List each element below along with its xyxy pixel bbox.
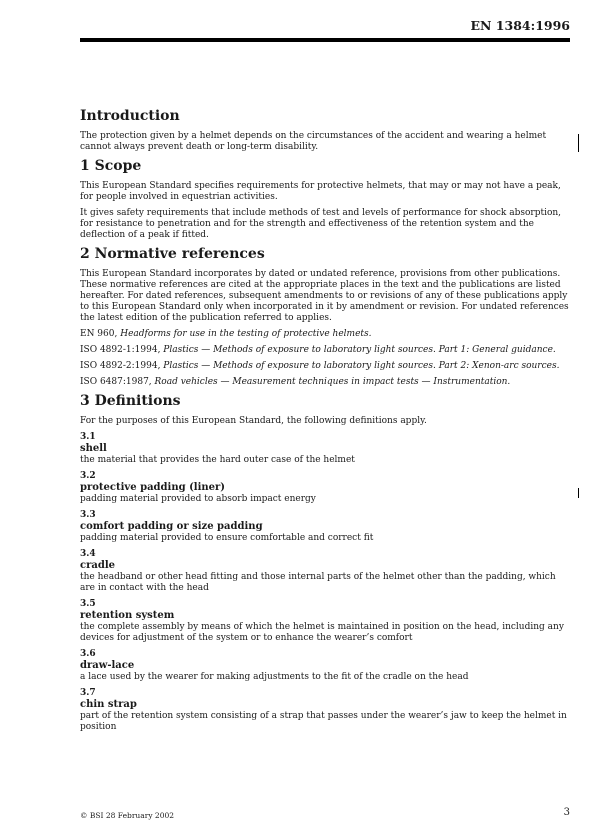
reference-item	[80, 377, 570, 388]
reference-title: Plastics — Methods of exposure to laboratory light sources. Part 1: General guidance.	[163, 345, 556, 355]
definition-text: padding material provided to absorb impact energy	[80, 494, 316, 504]
definition-number: 3.3	[80, 510, 96, 520]
definition-item	[80, 688, 570, 733]
reference-item	[80, 329, 570, 340]
definition-number: 3.7	[80, 688, 96, 698]
definition-item	[80, 471, 570, 505]
definition-text: the headband or other head fitting and those internal parts of the helmet other than the padding, which are in contact with the head	[80, 572, 556, 593]
reference-title: Headforms for use in the testing of protective helmets.	[120, 329, 372, 339]
definitions-intro: For the purposes of this European Standard, the following definitions apply.	[80, 416, 427, 426]
section-title-definitions: 3 Definitions	[80, 393, 181, 409]
change-bar	[578, 488, 579, 498]
introduction-text: The protection given by a helmet depends on the circumstances of the accident and wearing a helmet cannot always prevent death or long-term disability.	[80, 131, 547, 152]
definition-text: the complete assembly by means of which the helmet is maintained in position on the head, including any devices for adjustment of the system or to enhance the wearer’s comfort	[80, 622, 564, 643]
section-title-introduction: Introduction	[80, 108, 180, 124]
page-number: 3	[563, 807, 570, 818]
definition-text: padding material provided to ensure comfortable and correct fit	[80, 533, 374, 543]
definition-item	[80, 599, 570, 644]
definition-text: the material that provides the hard outer case of the helmet	[80, 455, 355, 465]
reference-code: ISO 4892-1:1994,	[80, 345, 164, 355]
change-bar	[578, 134, 579, 152]
page-content	[80, 108, 570, 738]
scope-paragraph: This European Standard specifies requirements for protective helmets, that may or may not have a peak, for people involved in equestrian activities.	[80, 181, 561, 202]
definition-number: 3.2	[80, 471, 96, 481]
definition-term: draw-lace	[80, 660, 135, 671]
copyright-notice: © BSI 28 February 2002	[80, 811, 175, 820]
definition-item	[80, 510, 570, 544]
definition-term: comfort padding or size padding	[80, 521, 263, 532]
definition-item	[80, 649, 570, 683]
definition-item	[80, 549, 570, 594]
definition-number: 3.6	[80, 649, 96, 659]
reference-code: ISO 6487:1987,	[80, 377, 155, 387]
reference-code: ISO 4892-2:1994,	[80, 361, 164, 371]
definition-text: part of the retention system consisting of a strap that passes under the wearer’s jaw to keep the helmet in position	[80, 711, 567, 732]
definition-term: cradle	[80, 560, 115, 571]
section-title-scope: 1 Scope	[80, 158, 142, 174]
definition-item	[80, 432, 570, 466]
reference-item	[80, 361, 570, 372]
definition-number: 3.1	[80, 432, 96, 442]
definition-number: 3.4	[80, 549, 96, 559]
reference-title: Road vehicles — Measurement techniques in impact tests — Instrumentation.	[154, 377, 511, 387]
definition-term: chin strap	[80, 699, 137, 710]
reference-item	[80, 345, 570, 356]
definition-term: shell	[80, 443, 107, 454]
reference-code: EN 960,	[80, 329, 121, 339]
definition-term: retention system	[80, 610, 175, 621]
normative-paragraph: This European Standard incorporates by dated or undated reference, provisions from other publications. These normative references are cited at the appropriate places in the text and the publications are listed hereafter. For dated references, subsequent amendments to or revisions of any of these publications apply to this European Standard only when incorporated in it by amendment or revision. For undated references the latest edition of the publication referred to applies.	[80, 269, 569, 323]
definition-text: a lace used by the wearer for making adjustments to the fit of the cradle on the head	[80, 672, 469, 682]
definition-term: protective padding (liner)	[80, 482, 226, 493]
document-id: EN 1384:1996	[470, 18, 570, 33]
definition-number: 3.5	[80, 599, 96, 609]
reference-title: Plastics — Methods of exposure to laboratory light sources. Part 2: Xenon-arc sources.	[163, 361, 560, 371]
scope-paragraph: It gives safety requirements that include methods of test and levels of performance for shock absorption, for resistance to penetration and for the strength and effectiveness of the retention system and the deflection of a peak if fitted.	[80, 208, 562, 240]
section-title-normative-references: 2 Normative references	[80, 246, 265, 262]
header-rule	[80, 38, 570, 42]
